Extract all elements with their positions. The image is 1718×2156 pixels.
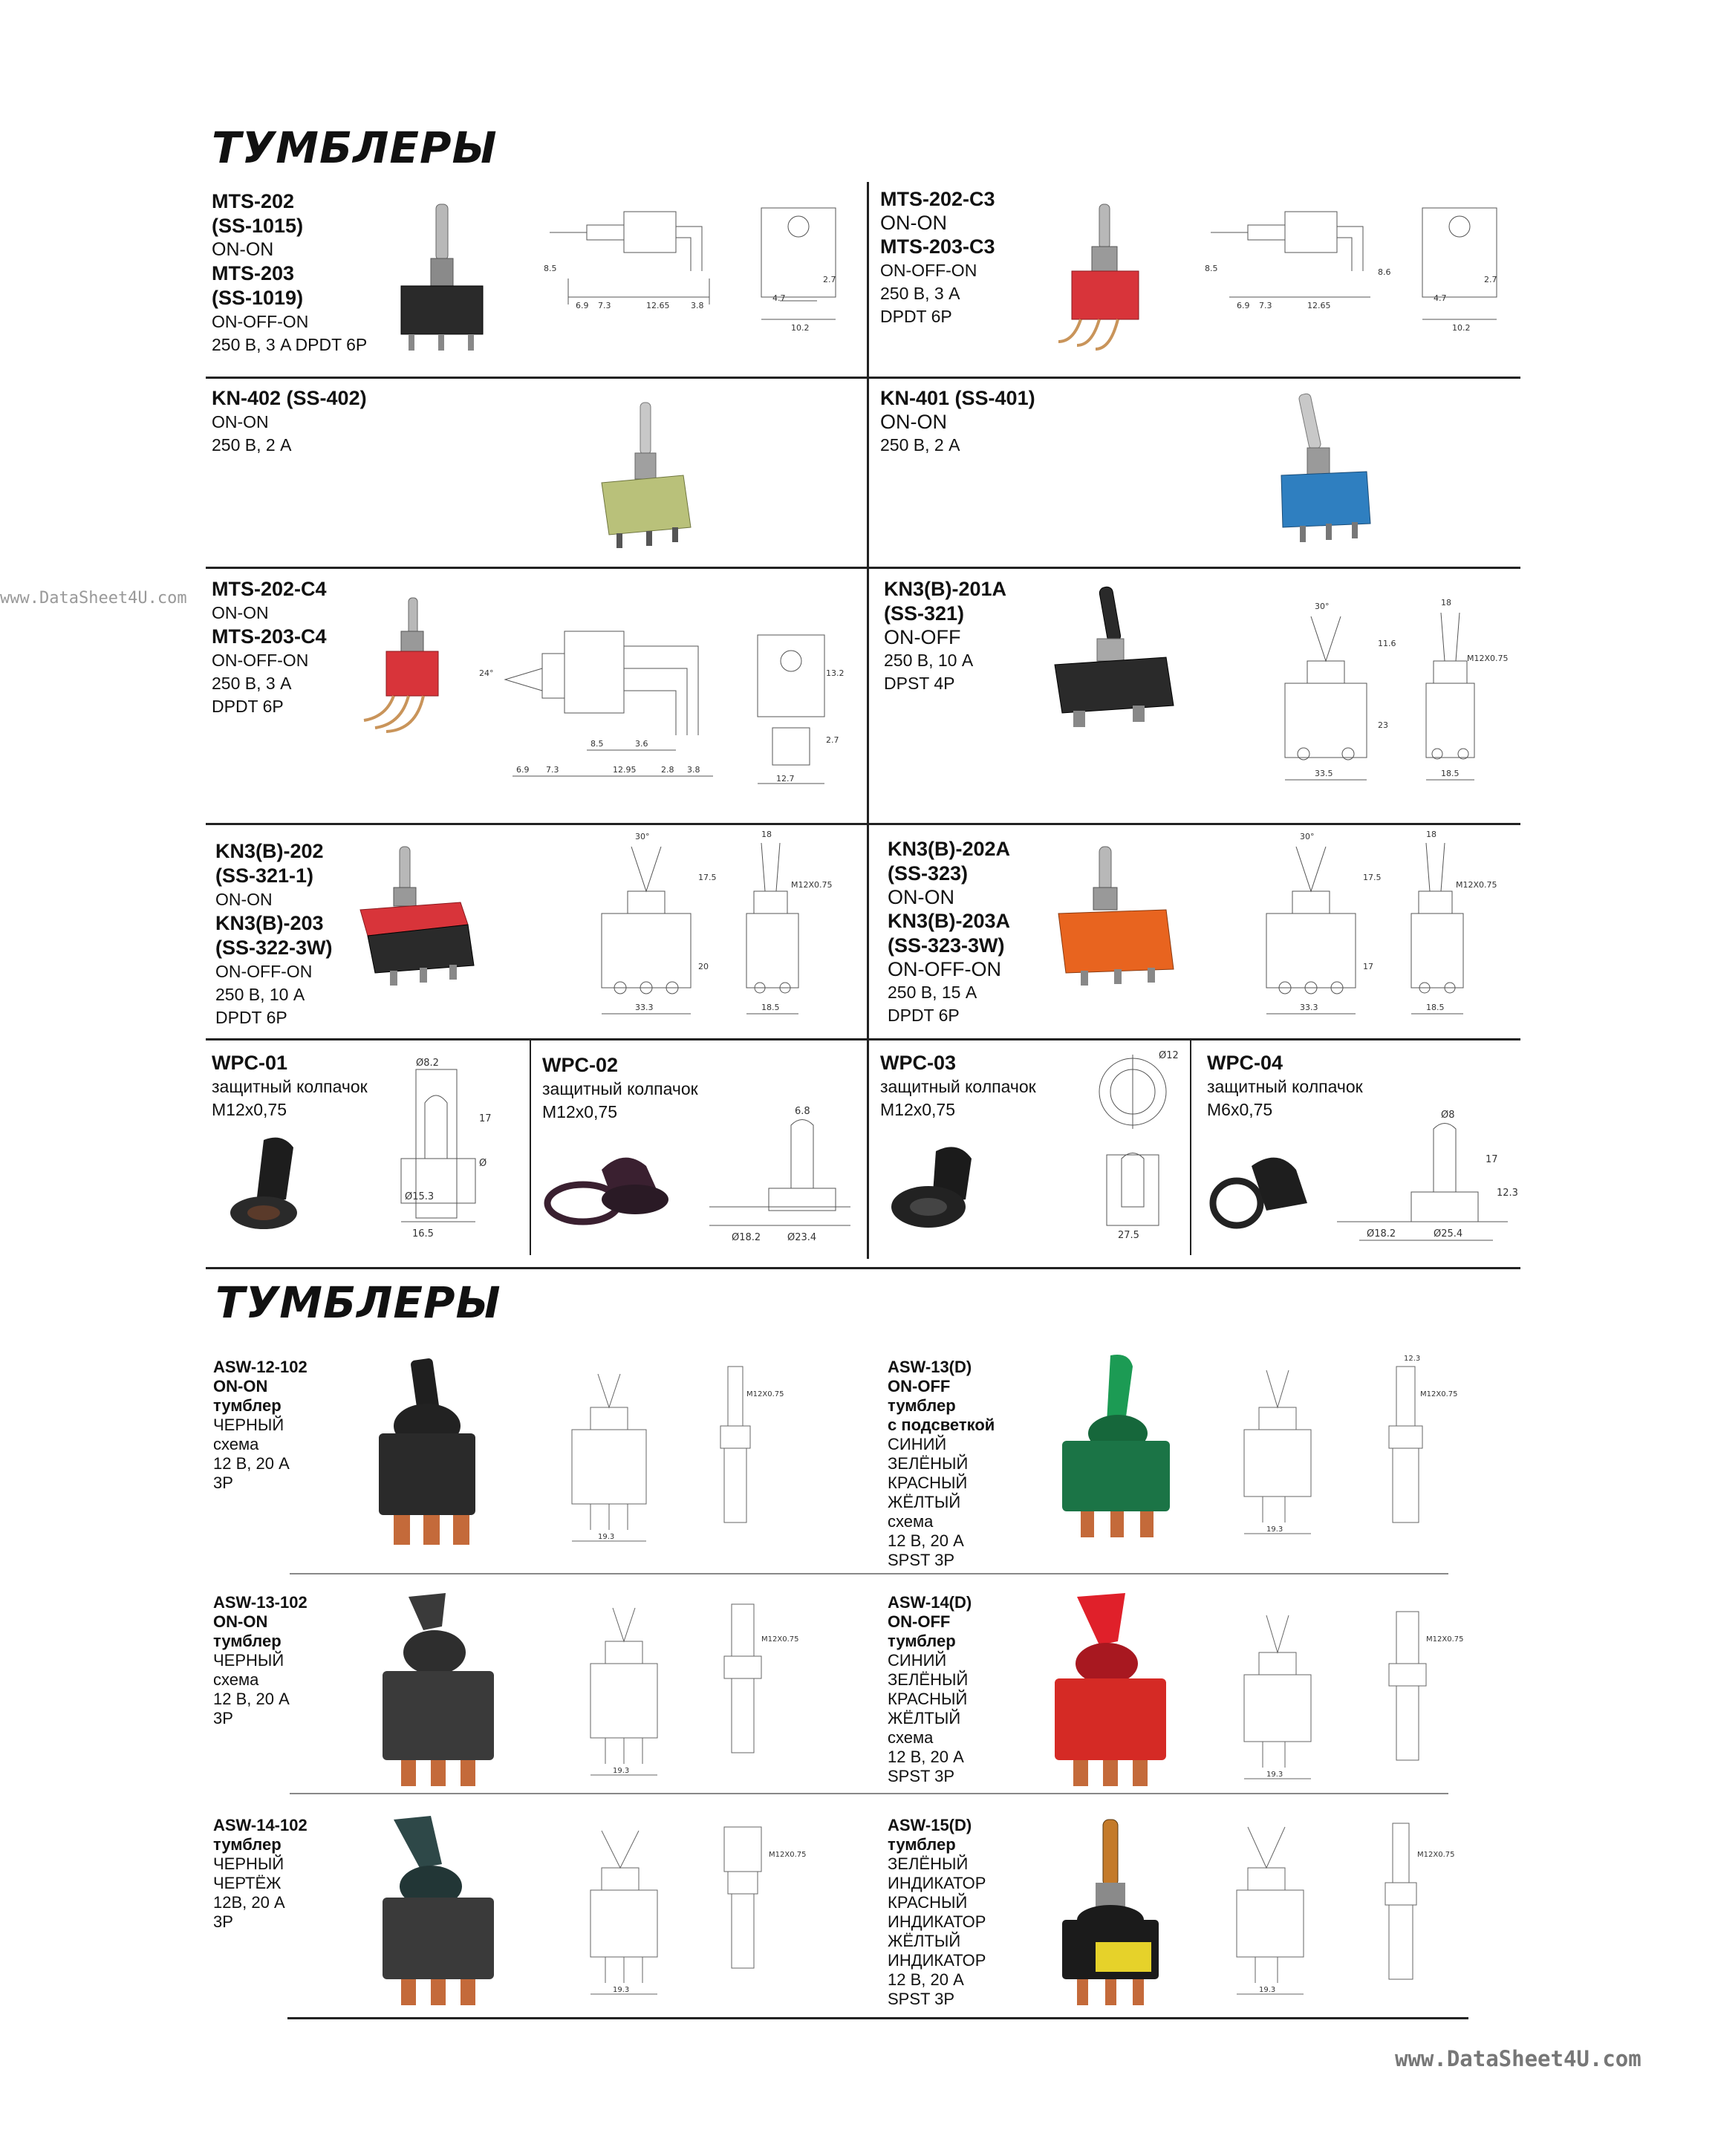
dim-label: 18.5 (1441, 769, 1460, 778)
model-code: (SS-321-1) (215, 864, 314, 887)
dim-label: Ø12 (1159, 1050, 1179, 1061)
model-name: ASW-13(D) (888, 1358, 972, 1376)
color: ЗЕЛЁНЫЙ (888, 1454, 969, 1473)
dim-label: 12.3 (1404, 1355, 1421, 1363)
wpc01-spec (212, 1051, 368, 1121)
rating: 250 В, 10 A (884, 651, 974, 670)
switch-mode: ON-OFF-ON (880, 261, 977, 280)
dim-label: 7.3 (546, 765, 559, 775)
asw13d-spec (888, 1358, 995, 1570)
dim-label: 8.5 (544, 264, 557, 273)
switch-mode: ON-ON (212, 239, 274, 260)
switch-mode: ON-ON (213, 1612, 268, 1631)
dim-label: 27.5 (1118, 1230, 1139, 1241)
dim-label: 33.3 (1300, 1003, 1318, 1012)
kn3b201a-drawing (1266, 594, 1534, 787)
model-name: WPC-04 (1207, 1052, 1283, 1074)
color: ЧЕРНЫЙ (213, 1416, 284, 1434)
rating: 250 В, 3 A (880, 284, 960, 303)
dim-label: 18.5 (761, 1003, 780, 1012)
model-name: ASW-14-102 (213, 1816, 308, 1834)
switch-mode: ON-ON (213, 1377, 268, 1395)
indicator: ИНДИКАТОР (888, 1874, 986, 1892)
type: тумблер (888, 1632, 956, 1650)
switch-mode: ON-ON (880, 411, 947, 433)
dim-label: M12X0.75 (1456, 880, 1497, 890)
dim-label: Ø15.3 (405, 1191, 435, 1202)
dim-label: Ø18.2 (1367, 1228, 1396, 1240)
poles: SPST 3P (888, 1551, 955, 1569)
asw14102-drawing (564, 1812, 876, 2005)
description: защитный колпачок (212, 1077, 368, 1096)
color: СИНИЙ (888, 1435, 947, 1453)
model-name: KN-402 (SS-402) (212, 387, 367, 409)
kn3b201a-spec (884, 577, 1006, 695)
grid-center-divider (867, 182, 869, 1259)
dim-label: 18 (1441, 598, 1451, 608)
indicator: ИНДИКАТОР (888, 1912, 986, 1931)
asw13d-drawing (1218, 1352, 1530, 1545)
model-name: MTS-203 (212, 262, 295, 284)
type: тумблер (213, 1835, 282, 1854)
switch-mode: ON-OFF (888, 1377, 951, 1395)
dim-label: 20 (698, 962, 709, 971)
kn402-photo (594, 401, 698, 550)
dim-label: 7.3 (1259, 301, 1272, 310)
model-name: KN-401 (SS-401) (880, 387, 1035, 409)
switch-mode: ON-OFF-ON (215, 962, 313, 981)
mts202-spec (212, 189, 367, 356)
model-name: WPC-01 (212, 1052, 288, 1074)
dim-label: 17 (479, 1113, 492, 1124)
dim-label: Ø23.4 (787, 1232, 817, 1243)
model-code: (SS-323-3W) (888, 934, 1005, 957)
dim-label: 4.7 (1434, 293, 1447, 303)
color: ЧЕРНЫЙ (213, 1854, 284, 1873)
watermark-left: www.DataSheet4U.com (0, 589, 187, 608)
section-title-toggles: ТУМБЛЕРЫ (212, 123, 498, 173)
dim-label: 6.9 (1237, 301, 1250, 310)
dim-label: 18.5 (1426, 1003, 1445, 1012)
model-name: KN3(B)-201A (884, 578, 1007, 600)
rating: 12 В, 20 A (888, 1531, 964, 1550)
model-code: (SS-323) (888, 862, 969, 885)
dim-label: 12.7 (776, 774, 795, 784)
dim-label: 16.5 (412, 1228, 434, 1240)
description: защитный колпачок (1207, 1077, 1363, 1096)
dim-label: 30° (1300, 832, 1315, 841)
model-name: KN3(B)-203 (215, 912, 324, 934)
grid-rule-2 (206, 567, 1520, 569)
poles: DPDT 6P (215, 1008, 287, 1027)
dim-label: 19.3 (613, 1986, 630, 1994)
rating: 12 В, 20 A (888, 1748, 964, 1766)
wpc04-drawing (1330, 1107, 1523, 1255)
dim-label: 12.95 (613, 765, 637, 775)
type: тумблер (213, 1632, 282, 1650)
dim-label: 33.3 (635, 1003, 654, 1012)
asw15d-photo (1055, 1816, 1166, 2024)
dim-label: Ø25.4 (1434, 1228, 1463, 1240)
dim-label: 30° (635, 832, 650, 841)
color: ЖЁЛТЫЙ (888, 1932, 961, 1950)
asw14102-photo (371, 1812, 505, 2013)
rating: 250 В, 10 A (215, 985, 305, 1004)
scheme: схема (213, 1435, 259, 1453)
asw12102-spec (213, 1358, 308, 1493)
dim-label: 12.3 (1497, 1188, 1518, 1199)
poles: DPDT 6P (880, 307, 952, 326)
wpc01-photo (223, 1133, 319, 1237)
color: ЗЕЛЁНЫЙ (888, 1670, 969, 1689)
dim-label: 2.8 (661, 765, 674, 775)
dim-label: M12X0.75 (1426, 1635, 1464, 1644)
dim-label: 12.65 (646, 301, 670, 310)
mts202c4-photo (364, 598, 453, 732)
switch-mode: ON-OFF-ON (212, 312, 309, 331)
dim-label: 11.6 (1378, 639, 1396, 648)
dim-label: 2.7 (826, 735, 839, 745)
drawing-label: ЧЕРТЁЖ (213, 1874, 282, 1892)
thread: M12x0,75 (542, 1102, 618, 1121)
lower-rule-1 (290, 1573, 1448, 1574)
grid-rule-5 (206, 1267, 1520, 1269)
mts202c4-drawing (475, 616, 845, 787)
model-name: MTS-202 (212, 190, 295, 212)
feature: с подсветкой (888, 1416, 995, 1434)
color: КРАСНЫЙ (888, 1690, 968, 1708)
dim-label: 10.2 (791, 323, 810, 333)
scheme: схема (888, 1728, 934, 1747)
rating: 12 В, 20 A (213, 1454, 290, 1473)
dim-label: 30° (1315, 602, 1330, 611)
asw12102-photo (368, 1355, 494, 1548)
poles: SPST 3P (888, 1990, 955, 2008)
dim-label: 19.3 (1266, 1525, 1283, 1534)
kn3b202-spec (215, 839, 333, 1029)
dim-label: 12.65 (1307, 301, 1331, 310)
mts202c3-photo (1058, 201, 1155, 349)
wpc02-photo (542, 1140, 691, 1237)
model-name: KN3(B)-202A (888, 838, 1011, 860)
kn3b202-photo (357, 843, 483, 991)
kn3b202a-photo (1055, 843, 1181, 991)
description: защитный колпачок (880, 1077, 1036, 1096)
model-name: ASW-12-102 (213, 1358, 308, 1376)
dim-label: M12X0.75 (769, 1851, 807, 1859)
dim-label: 19.3 (1266, 1771, 1283, 1779)
model-name: KN3(B)-203A (888, 910, 1011, 932)
switch-mode: ON-OFF (888, 1612, 951, 1631)
color: СИНИЙ (888, 1651, 947, 1670)
color: ЖЁЛТЫЙ (888, 1709, 961, 1727)
dim-label: 19.3 (598, 1533, 615, 1541)
switch-mode: ON-ON (212, 412, 269, 431)
mts202c4-spec (212, 577, 327, 718)
model-name: WPC-02 (542, 1054, 619, 1076)
color: ЧЕРНЫЙ (213, 1651, 284, 1670)
dim-label: 17 (1486, 1154, 1498, 1165)
lower-rule-2 (290, 1793, 1448, 1794)
grid-rule-4 (206, 1038, 1520, 1040)
dim-label: 19.3 (613, 1767, 630, 1775)
dim-label: 7.3 (598, 301, 611, 310)
model-code: (SS-321) (884, 602, 965, 625)
poles: 3P (213, 1709, 233, 1727)
asw13102-photo (371, 1589, 505, 1790)
rating: 12В, 20 A (213, 1893, 285, 1912)
dim-label: 6.8 (795, 1106, 810, 1117)
poles: DPDT 6P (888, 1006, 960, 1025)
dim-label: 17.5 (1363, 873, 1382, 882)
asw15d-spec (888, 1816, 986, 2009)
asw14d-drawing (1218, 1597, 1530, 1790)
dim-label: 3.8 (691, 301, 704, 310)
model-name: MTS-203-C3 (880, 235, 995, 258)
dim-label: Ø18.2 (732, 1232, 761, 1243)
dim-label: 13.2 (826, 668, 845, 678)
switch-mode: ON-OFF-ON (212, 651, 309, 670)
wpc04-photo (1207, 1140, 1326, 1237)
dim-label: M12X0.75 (1417, 1851, 1455, 1859)
indicator: ИНДИКАТОР (888, 1951, 986, 1970)
poles: 3P (213, 1473, 233, 1492)
rating: 250 В, 2 A (880, 435, 960, 455)
dim-label: 8.5 (1205, 264, 1218, 273)
switch-mode: ON-ON (880, 212, 947, 234)
dim-label: M12X0.75 (791, 880, 833, 890)
asw14102-spec (213, 1816, 308, 1932)
dim-label: M12X0.75 (746, 1390, 784, 1398)
switch-mode: ON-ON (888, 886, 954, 908)
wpc01-drawing (386, 1051, 513, 1244)
kn3b202-drawing (590, 828, 858, 1021)
dim-label: 2.7 (823, 275, 836, 284)
poles: DPST 4P (884, 674, 955, 693)
dim-label: M12X0.75 (1467, 654, 1509, 663)
scheme: схема (213, 1670, 259, 1689)
color: ЖЁЛТЫЙ (888, 1493, 961, 1511)
asw13d-photo (1051, 1352, 1177, 1545)
dim-label: 24° (479, 668, 494, 678)
grid-rule-3 (206, 823, 1520, 825)
color: ЗЕЛЁНЫЙ (888, 1854, 969, 1873)
dim-label: 2.7 (1484, 275, 1497, 284)
asw13102-drawing (564, 1589, 876, 1782)
dim-label: Ø8.2 (416, 1058, 439, 1069)
poles: SPST 3P (888, 1767, 955, 1785)
watermark-bottom: www.DataSheet4U.com (1395, 2046, 1641, 2071)
dim-label: M12X0.75 (761, 1635, 799, 1644)
dim-label: 18 (1426, 830, 1436, 839)
model-name: WPC-03 (880, 1052, 957, 1074)
type: тумблер (888, 1396, 956, 1415)
model-code: (SS-1019) (212, 287, 304, 309)
color: КРАСНЫЙ (888, 1893, 968, 1912)
kn3b202a-spec (888, 837, 1010, 1027)
mts202-drawing (535, 197, 847, 345)
kn3b201a-photo (1051, 583, 1177, 732)
wpc03-drawing (1084, 1043, 1203, 1241)
rating: 12 В, 20 A (213, 1690, 290, 1708)
mts202c3-spec (880, 187, 995, 328)
wpc03-photo (884, 1136, 1003, 1240)
rating: 250 В, 15 A (888, 983, 977, 1002)
dim-label: 8.5 (590, 739, 604, 749)
model-name: ASW-15(D) (888, 1816, 972, 1834)
thread: M12x0,75 (880, 1100, 956, 1119)
dim-label: 17.5 (698, 873, 717, 882)
model-name: ASW-14(D) (888, 1593, 972, 1612)
asw12102-drawing (550, 1352, 876, 1545)
type: тумблер (888, 1835, 956, 1854)
kn401-photo (1274, 390, 1378, 546)
kn402-spec (212, 386, 367, 457)
asw13102-spec (213, 1593, 308, 1728)
switch-mode: ON-ON (215, 890, 273, 909)
asw14d-spec (888, 1593, 972, 1786)
poles: DPDT 6P (212, 697, 284, 716)
dim-label: Ø8 (1441, 1110, 1455, 1121)
model-name: MTS-203-C4 (212, 625, 327, 648)
model-code: (SS-322-3W) (215, 937, 333, 959)
model-name: ASW-13-102 (213, 1593, 308, 1612)
rating: 250 В, 3 A (212, 674, 292, 693)
scheme: схема (888, 1512, 934, 1531)
thread: M12x0,75 (212, 1100, 287, 1119)
dim-label: 8.6 (1378, 267, 1391, 277)
dim-label: 18 (761, 830, 772, 839)
switch-mode: ON-OFF (884, 626, 961, 648)
dim-label: 4.7 (772, 293, 786, 303)
dim-label: 6.9 (516, 765, 530, 775)
mts202-photo (394, 201, 490, 364)
rating: 12 В, 20 A (888, 1970, 964, 1989)
wpc02-drawing (694, 1099, 858, 1248)
kn3b202a-drawing (1255, 828, 1523, 1021)
asw15d-drawing (1211, 1812, 1523, 2005)
dim-label: 10.2 (1452, 323, 1471, 333)
lower-rule-3 (287, 2017, 1468, 2019)
model-code: (SS-1015) (212, 215, 304, 237)
poles: 3P (213, 1912, 233, 1931)
wpc03-spec (880, 1051, 1036, 1121)
model-name: MTS-202-C3 (880, 188, 995, 210)
dim-label: 23 (1378, 720, 1388, 730)
wpc-divider-1 (530, 1040, 531, 1255)
dim-label: 3.6 (635, 739, 648, 749)
mts202c3-drawing (1196, 197, 1508, 345)
dim-label: 6.9 (576, 301, 589, 310)
wpc02-spec (542, 1053, 698, 1124)
dim-label: Ø (479, 1158, 487, 1169)
dim-label: 33.5 (1315, 769, 1333, 778)
dim-label: 3.8 (687, 765, 700, 775)
description: защитный колпачок (542, 1079, 698, 1098)
section-title-toggles-2: ТУМБЛЕРЫ (215, 1277, 501, 1328)
color: КРАСНЫЙ (888, 1473, 968, 1492)
model-name: MTS-202-C4 (212, 578, 327, 600)
dim-label: 19.3 (1259, 1986, 1276, 1994)
kn401-spec (880, 386, 1035, 457)
rating: 250 В, 3 A DPDT 6P (212, 335, 368, 354)
switch-mode: ON-OFF-ON (888, 958, 1001, 980)
rating: 250 В, 2 A (212, 435, 292, 455)
type: тумблер (213, 1396, 282, 1415)
dim-label: 17 (1363, 962, 1373, 971)
thread: M6x0,75 (1207, 1100, 1273, 1119)
model-name: KN3(B)-202 (215, 840, 324, 862)
dim-label: M12X0.75 (1420, 1390, 1458, 1398)
grid-rule-1 (206, 377, 1520, 379)
asw14d-photo (1044, 1589, 1177, 1790)
switch-mode: ON-ON (212, 603, 269, 622)
